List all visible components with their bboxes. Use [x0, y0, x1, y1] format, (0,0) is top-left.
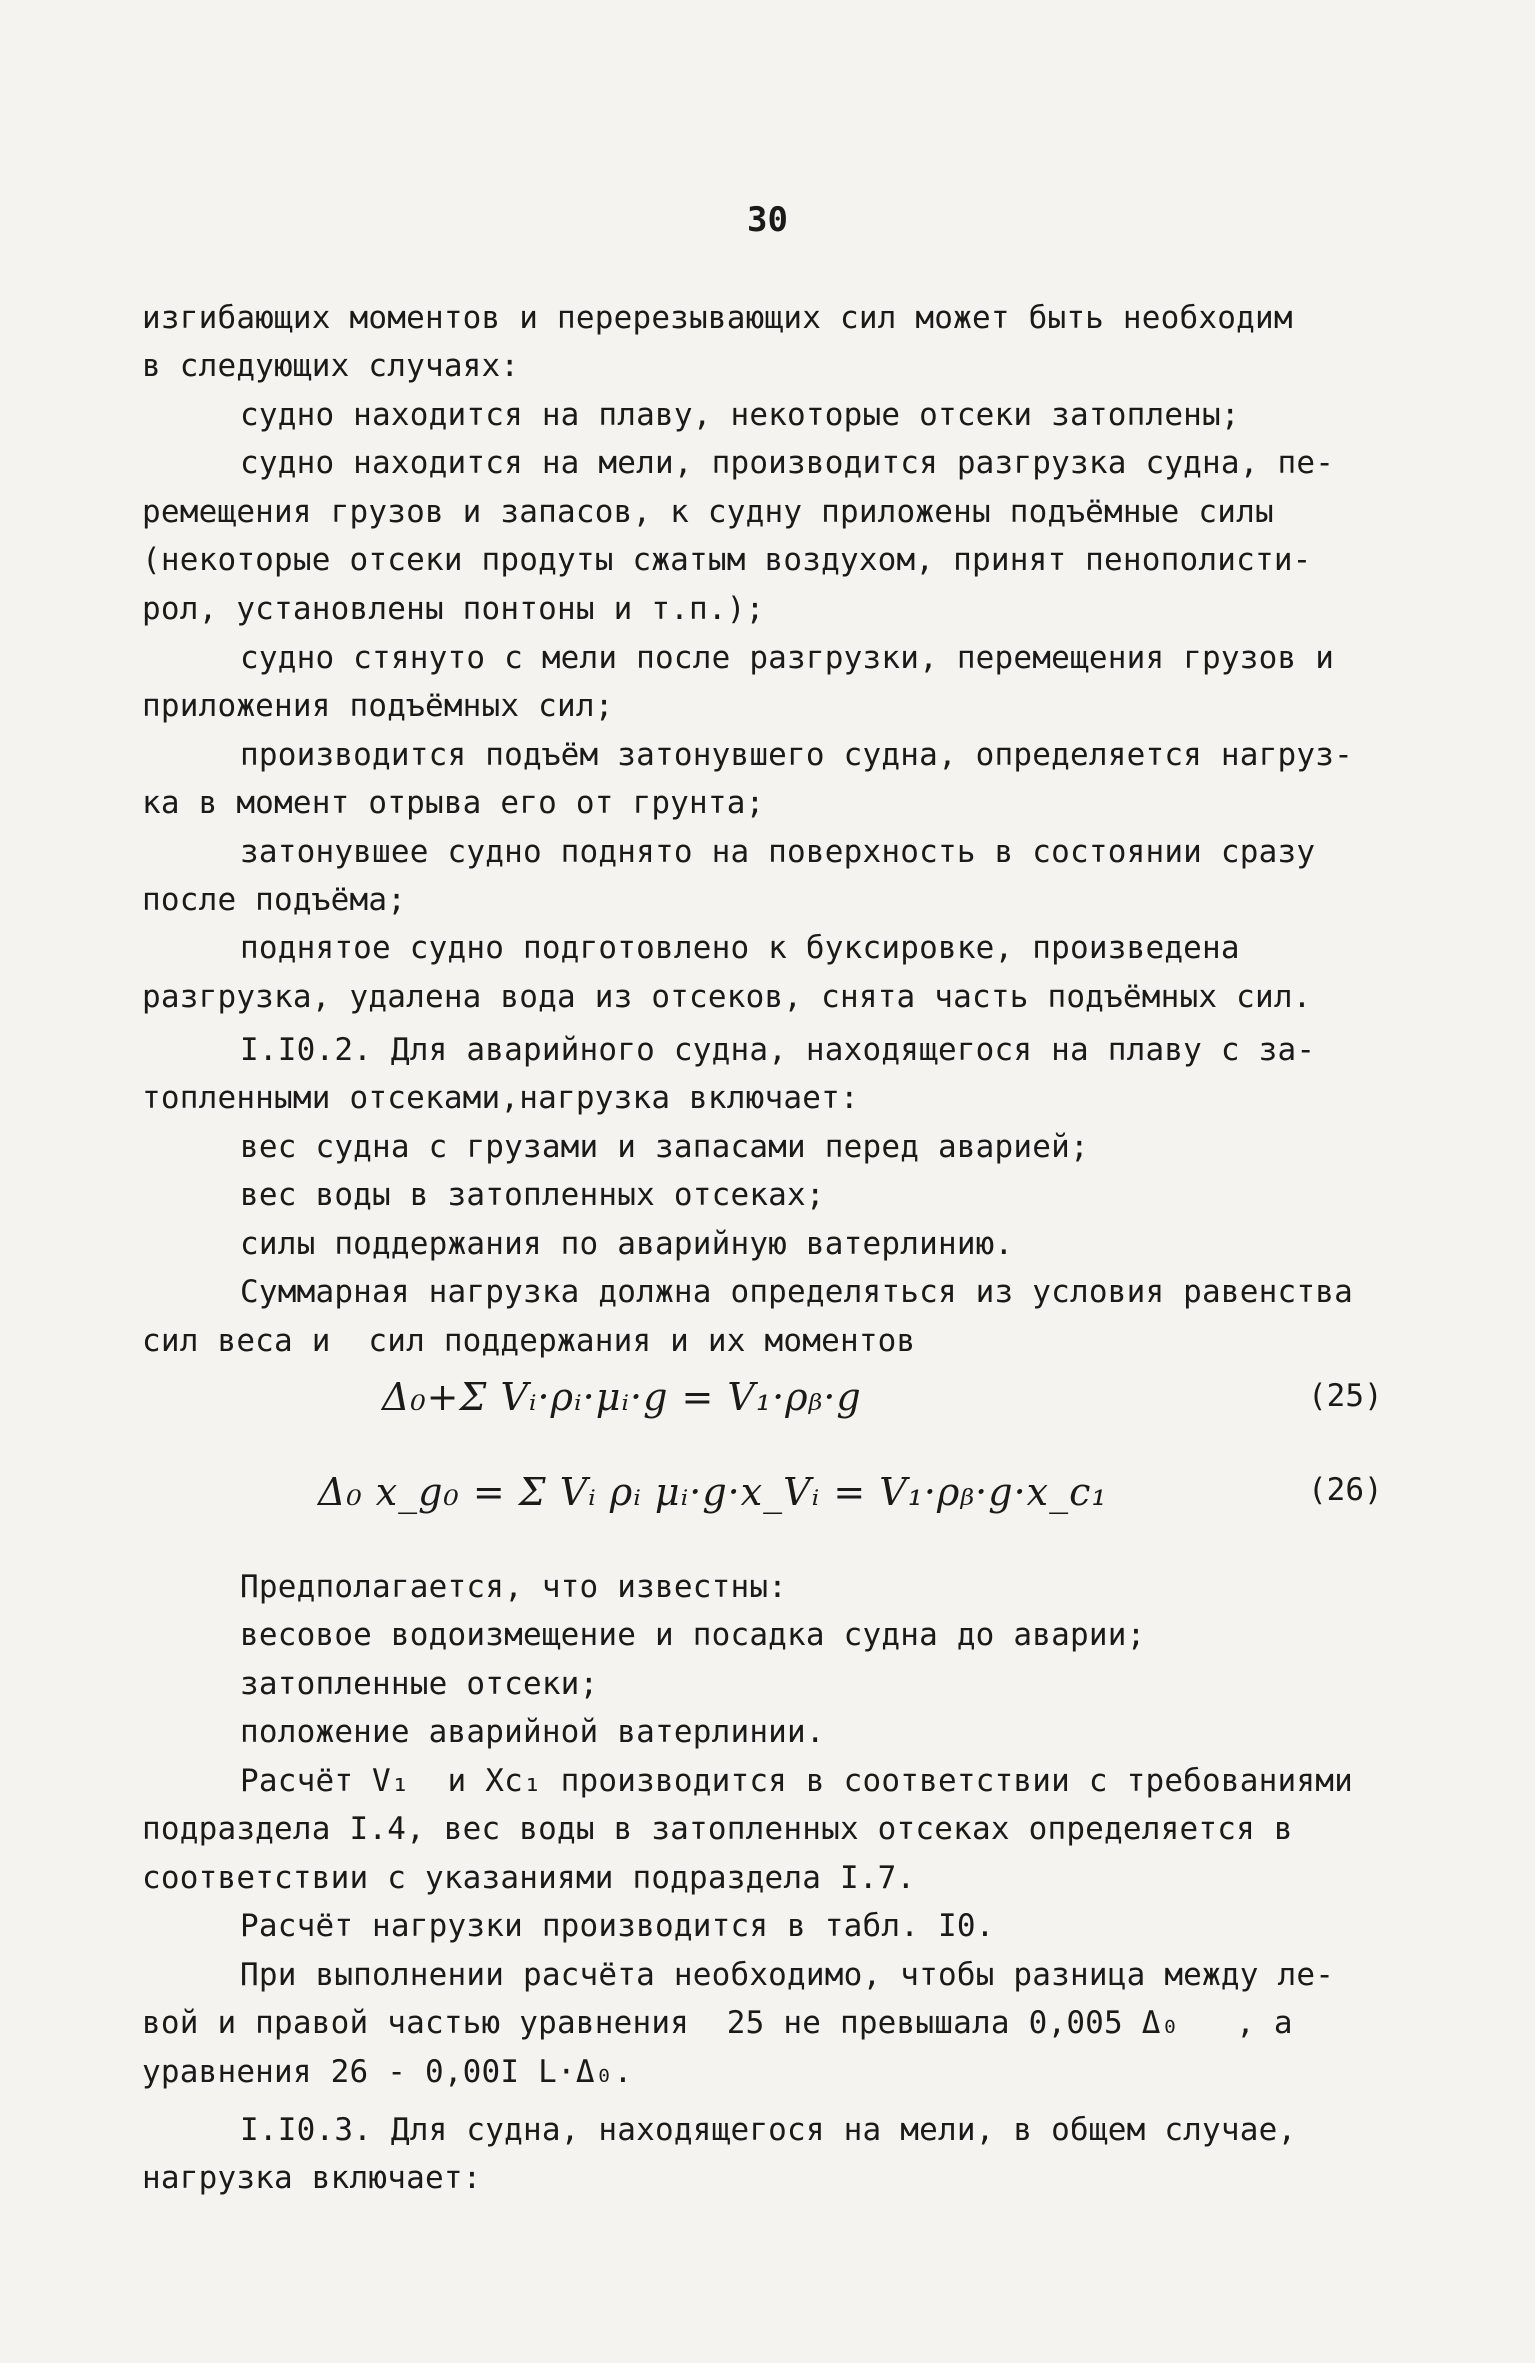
text-line: нагрузка включает:: [142, 2160, 482, 2196]
text-line: приложения подъёмных сил;: [142, 688, 614, 724]
text-line: сил веса и сил поддержания и их моментов: [142, 1323, 916, 1359]
text-line: I.I0.2. Для аварийного судна, находящегося на плаву с за-: [240, 1032, 1316, 1068]
text-line: вой и правой частью уравнения 25 не превышала 0,005 Δ₀ , а: [142, 2005, 1293, 2041]
text-line: после подъёма;: [142, 882, 407, 918]
text-line: судно стянуто с мели после разгрузки, перемещения грузов и: [240, 640, 1335, 676]
text-line: При выполнении расчёта необходимо, чтобы разница между ле-: [240, 1957, 1335, 1993]
text-line: Суммарная нагрузка должна определяться из условия равенства: [240, 1274, 1353, 1310]
text-line: изгибающих моментов и перерезывающих сил может быть необходим: [142, 300, 1293, 336]
page-number: 30: [747, 200, 788, 240]
text-line: поднятое судно подготовлено к буксировке, произведена: [240, 930, 1240, 966]
text-line: затонувшее судно поднято на поверхность в состоянии сразу: [240, 834, 1316, 870]
text-line: вес судна с грузами и запасами перед аварией;: [240, 1129, 1089, 1165]
equation-number: (26): [1308, 1472, 1383, 1508]
equation-number: (25): [1308, 1378, 1383, 1414]
text-line: рол, установлены понтоны и т.п.);: [142, 591, 765, 627]
equation-26: Δ₀ x_g₀ = Σ Vᵢ ρᵢ μᵢ·g·x_Vᵢ = V₁·ρᵦ·g·x_c₁: [318, 1470, 1108, 1514]
text-line: Расчёт V₁ и Xc₁ производится в соответствии с требованиями: [240, 1763, 1353, 1799]
text-line: топленными отсеками,нагрузка включает:: [142, 1080, 859, 1116]
text-line: ка в момент отрыва его от грунта;: [142, 785, 765, 821]
text-line: уравнения 26 - 0,00I L·Δ₀.: [142, 2054, 633, 2090]
text-line: соответствии с указаниями подраздела I.7.: [142, 1860, 916, 1896]
text-line: I.I0.3. Для судна, находящегося на мели, в общем случае,: [240, 2112, 1297, 2148]
text-line: судно находится на мели, производится разгрузка судна, пе-: [240, 445, 1335, 481]
text-line: производится подъём затонувшего судна, определяется нагруз-: [240, 737, 1353, 773]
text-line: вес воды в затопленных отсеках;: [240, 1177, 825, 1213]
text-line: ремещения грузов и запасов, к судну приложены подъёмные силы: [142, 494, 1274, 530]
text-line: разгрузка, удалена вода из отсеков, снята часть подъёмных сил.: [142, 979, 1312, 1015]
text-line: Предполагается, что известны:: [240, 1569, 788, 1605]
text-line: силы поддержания по аварийную ватерлинию.: [240, 1226, 1014, 1262]
text-line: в следующих случаях:: [142, 348, 520, 384]
text-line: Расчёт нагрузки производится в табл. I0.: [240, 1908, 995, 1944]
text-line: положение аварийной ватерлинии.: [240, 1714, 825, 1750]
text-line: (некоторые отсеки продуты сжатым воздухом, принят пенополисти-: [142, 542, 1312, 578]
text-line: весовое водоизмещение и посадка судна до аварии;: [240, 1617, 1146, 1653]
text-line: судно находится на плаву, некоторые отсеки затоплены;: [240, 397, 1240, 433]
equation-25: Δ₀+Σ Vᵢ·ρᵢ·μᵢ·g = V₁·ρᵦ·g: [382, 1375, 862, 1419]
text-line: подраздела I.4, вес воды в затопленных отсеках определяется в: [142, 1811, 1293, 1847]
text-line: затопленные отсеки;: [240, 1666, 599, 1702]
